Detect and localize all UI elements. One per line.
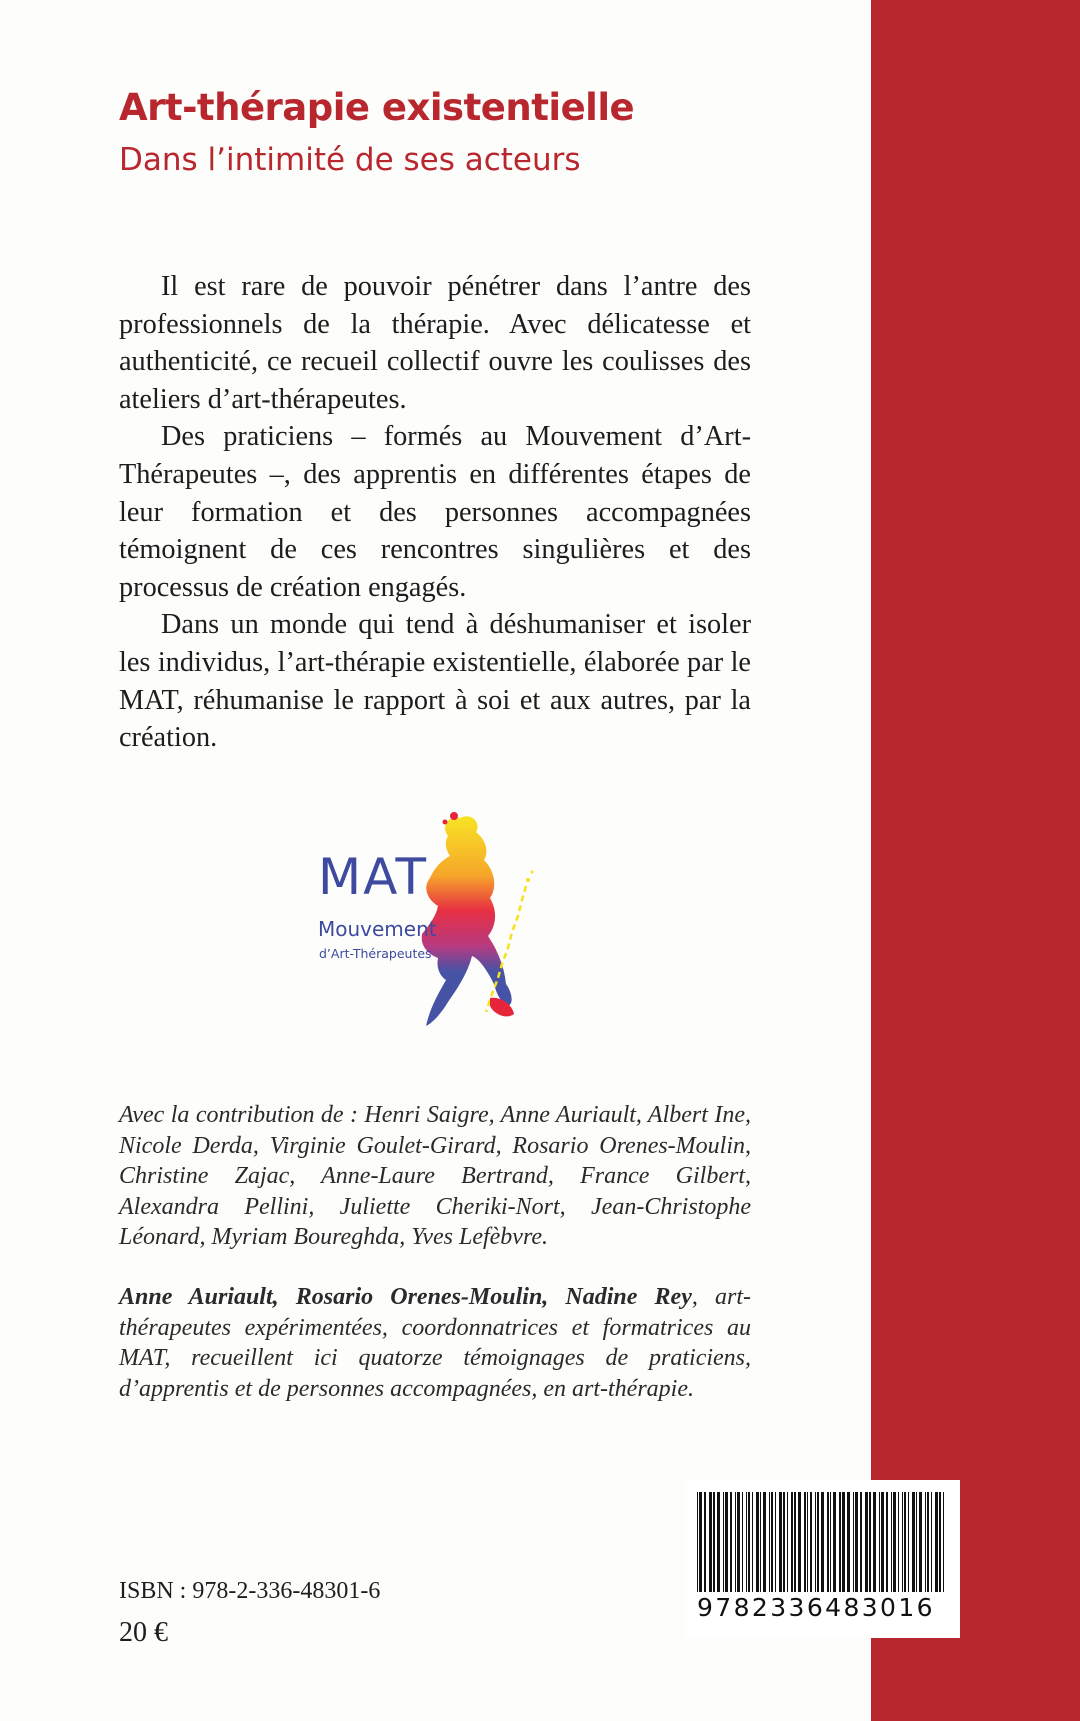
barcode-bar xyxy=(879,1492,880,1592)
barcode-bar xyxy=(756,1492,759,1592)
logo-line1: Mouvement xyxy=(318,917,437,941)
barcode-bar xyxy=(746,1492,747,1592)
barcode-bar xyxy=(817,1492,819,1592)
barcode-bar xyxy=(827,1492,829,1592)
barcode-bar xyxy=(912,1492,915,1592)
barcode-bar xyxy=(699,1492,702,1592)
barcode-bar xyxy=(748,1492,750,1592)
authors-bio xyxy=(119,1282,751,1404)
barcode-bar xyxy=(763,1492,766,1592)
barcode-digits: 9782336483016 xyxy=(697,1593,935,1622)
barcode-bar xyxy=(855,1492,858,1592)
barcode-bar xyxy=(742,1492,743,1592)
barcode-bar xyxy=(886,1492,888,1592)
blurb-paragraph: Des praticiens – formés au Mouvement d’Art-Thérapeutes –, des apprentis en différentes étapes de leur formation et des personnes accompagnées témoignent de ces rencontres singulières et des processus de création engagés. xyxy=(119,421,751,603)
barcode-bar xyxy=(791,1492,793,1592)
blurb-paragraph: Il est rare de pouvoir pénétrer dans l’antre des professionnels de la thérapie. Avec délicatesse et authenticité, ce recueil collectif ouvre les coulisses des ateliers d’art-thérapeutes. xyxy=(119,271,751,415)
barcode-bar xyxy=(902,1492,903,1592)
barcode-bar xyxy=(725,1492,728,1592)
barcode-bar xyxy=(860,1492,862,1592)
logo-acronym: MAT xyxy=(318,848,429,906)
barcode-bar xyxy=(760,1492,761,1592)
logo-line2: d’Art-Thérapeutes xyxy=(319,946,432,961)
mat-logo xyxy=(300,808,572,1036)
barcode-bar xyxy=(737,1492,740,1592)
barcode-bar xyxy=(775,1492,776,1592)
authors-description: , art-thérapeutes expérimentées, coordonnatrices et formatrices au MAT, recueillent ici quatorze témoignages de praticiens, d’apprentis et de personnes accompagnées, en art-thérapie. xyxy=(119,1284,751,1402)
contributors-list: Avec la contribution de : Henri Saigre, Anne Auriault, Albert Ine, Nicole Derda, Virginie Goulet-Girard, Rosario Orenes-Moulin, Christine Zajac, Anne-Laure Bertrand, France Gilbert, Alexandra Pellini, Juliette Cheriki-Nort, Jean-Christophe Léonard, Myriam Boureghda, Yves Lefèbvre. xyxy=(119,1102,751,1250)
barcode-bar xyxy=(771,1492,773,1592)
barcode-bar xyxy=(794,1492,796,1592)
barcode-bar xyxy=(935,1492,938,1592)
barcode-bar xyxy=(939,1492,941,1592)
isbn: ISBN : 978-2-336-48301-6 xyxy=(119,1578,381,1604)
barcode-bar xyxy=(919,1492,922,1592)
barcode-bar xyxy=(704,1492,706,1592)
price: 20 € xyxy=(119,1617,168,1648)
barcode-bar xyxy=(815,1492,816,1592)
barcode-bar xyxy=(833,1492,836,1592)
barcode-bar xyxy=(779,1492,782,1592)
barcode-bar xyxy=(925,1492,926,1592)
barcode-bar xyxy=(869,1492,871,1592)
blurb-paragraph: Dans un monde qui tend à déshumaniser et isoler les individus, l’art-thérapie existentielle, élaborée par le MAT, réhumanise le rapport à soi et aux autres, par la création. xyxy=(119,609,751,754)
barcode-bar xyxy=(931,1492,932,1592)
barcode-bar xyxy=(810,1492,812,1592)
blurb xyxy=(119,268,751,757)
barcode-bar xyxy=(865,1492,868,1592)
barcode-bar xyxy=(735,1492,736,1592)
barcode-bar xyxy=(769,1492,770,1592)
book-subtitle: Dans l’intimité de ses acteurs xyxy=(119,142,581,178)
barcode-bar xyxy=(709,1492,712,1592)
barcode-bar xyxy=(787,1492,788,1592)
barcode xyxy=(685,1480,960,1638)
barcode-bar xyxy=(723,1492,724,1592)
barcode-bar xyxy=(730,1492,732,1592)
barcode-bar xyxy=(853,1492,854,1592)
barcode-bar xyxy=(821,1492,824,1592)
spine-color-band xyxy=(871,0,1080,1721)
barcode-bar xyxy=(830,1492,831,1592)
mat-logo-graphic xyxy=(300,808,572,1036)
barcode-bar xyxy=(752,1492,753,1592)
barcode-bar xyxy=(891,1492,892,1592)
barcode-bar xyxy=(717,1492,720,1592)
barcode-bar xyxy=(842,1492,845,1592)
barcode-bar xyxy=(713,1492,715,1592)
barcode-bar xyxy=(943,1492,944,1592)
barcode-bar xyxy=(807,1492,808,1592)
barcode-bar xyxy=(783,1492,785,1592)
authors-names: Anne Auriault, Rosario Orenes-Moulin, Nadine Rey xyxy=(119,1284,692,1310)
barcode-bar xyxy=(873,1492,876,1592)
barcode-bar xyxy=(798,1492,801,1592)
barcode-bars xyxy=(693,1492,952,1592)
barcode-bar xyxy=(893,1492,896,1592)
barcode-bar xyxy=(904,1492,906,1592)
book-title: Art-thérapie existentielle xyxy=(119,86,635,129)
barcode-bar xyxy=(847,1492,850,1592)
barcode-bar xyxy=(916,1492,917,1592)
barcode-bar xyxy=(927,1492,929,1592)
barcode-bar xyxy=(908,1492,909,1592)
barcode-bar xyxy=(697,1492,698,1592)
barcode-bar xyxy=(881,1492,884,1592)
barcode-bar xyxy=(898,1492,899,1592)
barcode-bar xyxy=(839,1492,841,1592)
barcode-bar xyxy=(804,1492,806,1592)
